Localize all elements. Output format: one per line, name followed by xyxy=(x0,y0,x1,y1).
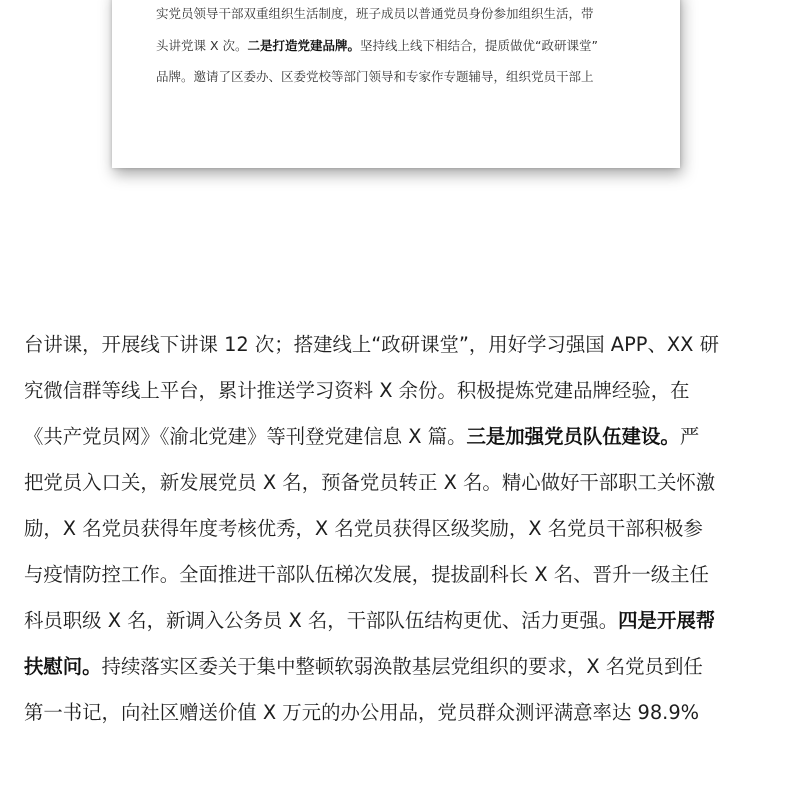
body-text: 把党员入口关，新发展党员 X 名，预备党员转正 X 名。精心做好干部职工关怀激 xyxy=(24,471,716,494)
main-line xyxy=(24,322,784,368)
body-text: 究微信群等线上平台，累计推送学习资料 X 余份。积极提炼党建品牌经验，在 xyxy=(24,379,690,402)
main-line xyxy=(24,368,784,414)
body-text: 坚持线上线下相结合，提质做优“政研课堂” xyxy=(360,37,598,53)
bold-heading-text: 扶慰问。 xyxy=(24,655,102,678)
main-line xyxy=(24,506,784,552)
body-text: 实党员领导干部双重组织生活制度，班子成员以普通党员身份参加组织生活，带 xyxy=(156,6,594,21)
card-paragraph xyxy=(156,0,646,93)
body-text: 品牌。邀请了区委办、区委党校等部门领导和专家作专题辅导，组织党员干部上 xyxy=(156,69,594,84)
main-line xyxy=(24,552,784,598)
bold-heading-text: 二是打造党建品牌。 xyxy=(247,37,361,53)
main-line xyxy=(24,414,784,460)
main-line xyxy=(24,690,784,736)
main-line xyxy=(24,644,784,690)
card-line xyxy=(156,30,646,62)
card-line xyxy=(156,0,646,30)
main-line xyxy=(24,598,784,644)
bold-heading-text: 四是开展帮 xyxy=(618,609,716,632)
body-text: 头讲党课 X 次。 xyxy=(156,37,248,53)
main-line xyxy=(24,460,784,506)
body-text: 严 xyxy=(679,425,700,448)
body-text: 《共产党员网》《渝北党建》等刊登党建信息 X 篇。 xyxy=(24,425,467,448)
card-line xyxy=(156,61,646,93)
main-paragraph xyxy=(24,322,784,736)
body-text: 台讲课，开展线下讲课 12 次；搭建线上“政研课堂”，用好学习强国 APP、XX 研 xyxy=(24,333,719,356)
body-text: 第一书记，向社区赠送价值 X 万元的办公用品，党员群众测评满意率达 98.9% xyxy=(24,701,700,724)
bold-heading-text: 三是加强党员队伍建设。 xyxy=(466,425,680,448)
body-text: 励，X 名党员获得年度考核优秀，X 名党员获得区级奖励，X 名党员干部积极参 xyxy=(24,517,703,540)
document-excerpt-card xyxy=(112,0,680,168)
body-text: 与疫情防控工作。全面推进干部队伍梯次发展，提拔副科长 X 名、晋升一级主任 xyxy=(24,563,709,586)
body-text: 科员职级 X 名，新调入公务员 X 名，干部队伍结构更优、活力更强。 xyxy=(24,609,619,632)
body-text: 持续落实区委关于集中整顿软弱涣散基层党组织的要求，X 名党员到任 xyxy=(101,655,703,678)
